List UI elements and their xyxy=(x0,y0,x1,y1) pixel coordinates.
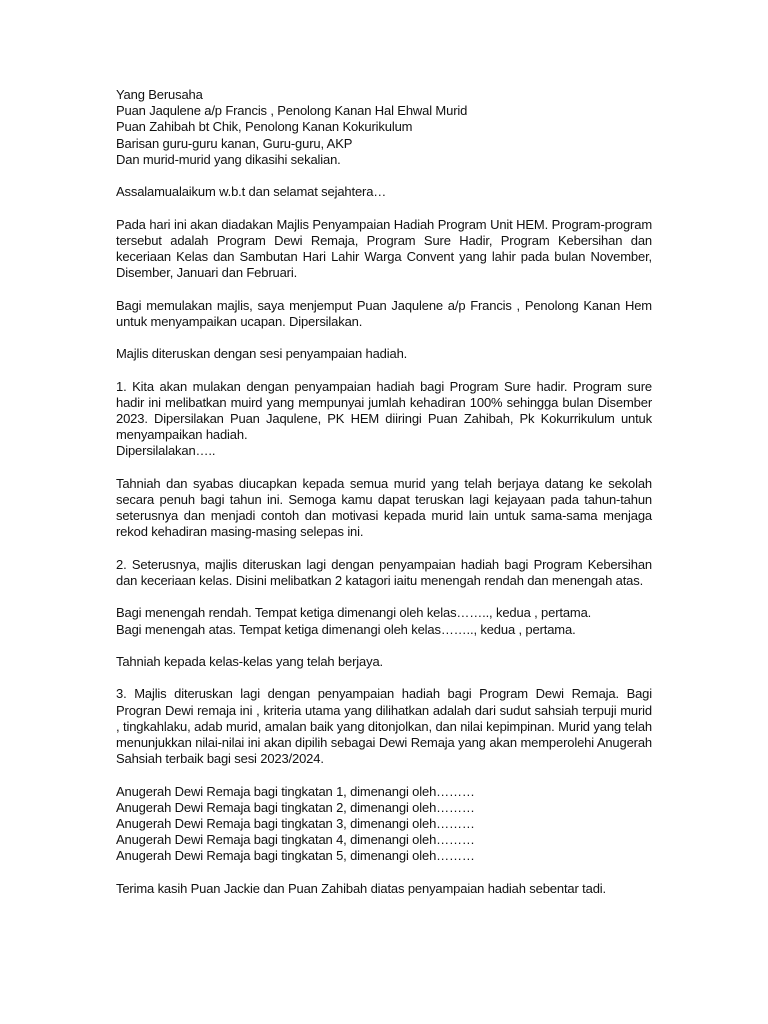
paragraph-gap xyxy=(116,281,652,297)
intro-paragraph: Pada hari ini akan diadakan Majlis Penyampaian Hadiah Program Unit HEM. Program-program tersebut adalah Program Dewi Remaja, Program Sure Hadir, Program Kebersihan dan keceriaan Kelas dan Sambutan Hari Lahir Warga Convent yang lahir pada bulan November, Disember, Januari dan Februari. xyxy=(116,216,652,281)
paragraph-gap xyxy=(116,767,652,783)
closing-paragraph: Terima kasih Puan Jackie dan Puan Zahibah diatas penyampaian hadiah sebentar tadi. xyxy=(116,880,606,896)
award-line: Anugerah Dewi Remaja bagi tingkatan 2, dimenangi oleh……… xyxy=(116,799,475,815)
paragraph-gap xyxy=(116,670,652,686)
salutation-line: Puan Zahibah bt Chik, Penolong Kanan Kokurikulum xyxy=(116,119,413,135)
category-line: Bagi menengah rendah. Tempat ketiga dimenangi oleh kelas…….., kedua , pertama. xyxy=(116,605,592,621)
paragraph-gap xyxy=(116,865,652,881)
salutation-line: Yang Berusaha xyxy=(116,87,203,102)
salutation-line: Barisan guru-guru kanan, Guru-guru, AKP xyxy=(116,135,353,151)
paragraph-gap xyxy=(116,460,652,476)
paragraph-gap xyxy=(116,638,652,654)
award-line: Anugerah Dewi Remaja bagi tingkatan 5, dimenangi oleh……… xyxy=(116,848,475,864)
continue-paragraph: Majlis diteruskan dengan sesi penyampaian hadiah. xyxy=(116,346,408,362)
paragraph-gap xyxy=(116,200,652,216)
paragraph-gap xyxy=(116,541,652,557)
congrats2-paragraph: Tahniah kepada kelas-kelas yang telah berjaya. xyxy=(116,653,384,669)
salutation-line: Puan Jaqulene a/p Francis , Penolong Kanan Hal Ehwal Murid xyxy=(116,103,468,119)
opening-paragraph: Bagi memulakan majlis, saya menjemput Puan Jaqulene a/p Francis , Penolong Kanan Hem untuk menyampaikan ucapan. Dipersilakan. xyxy=(116,297,652,329)
award-line: Anugerah Dewi Remaja bagi tingkatan 4, dimenangi oleh……… xyxy=(116,832,475,848)
salutation-line: Dan murid-murid yang dikasihi sekalian. xyxy=(116,151,341,167)
congrats1-paragraph: Tahniah dan syabas diucapkan kepada semua murid yang telah berjaya datang ke sekolah secara penuh bagi tahun ini. Semoga kamu dapat teruskan lagi kejayaan pada tahun-tahun seterusnya dan menjadi contoh dan motivasi kepada murid lain untuk sama-sama menjaga rekod kehadiran masing-masing selepas ini. xyxy=(116,475,652,540)
award-line: Anugerah Dewi Remaja bagi tingkatan 1, dimenangi oleh……… xyxy=(116,783,475,799)
paragraph-gap xyxy=(116,330,652,346)
paragraph-gap xyxy=(116,589,652,605)
section2-paragraph: 2. Seterusnya, majlis diteruskan lagi dengan penyampaian hadiah bagi Program Kebersihan dan keceriaan kelas. Disini melibatkan 2 katagori iaitu menengah rendah dan menengah atas. xyxy=(116,556,652,588)
section3-paragraph: 3. Majlis diteruskan lagi dengan penyampaian hadiah bagi Program Dewi Remaja. Bagi Progran Dewi remaja ini , kriteria utama yang dilihatkan adalah dari sudut sahsiah terpuji murid , tingkahlaku, adab murid, amalan baik yang ditonjolkan, dan nilai kepimpinan. Murid yang telah menunjukkan nilai-nilai ini akan dipilih sebagai Dewi Remaja yang akan memperolehi Anugerah Sahsiah terbaik bagi sesi 2023/2024. xyxy=(116,686,652,767)
document-body xyxy=(116,87,652,897)
paragraph-gap xyxy=(116,362,652,378)
paragraph-gap xyxy=(116,168,652,184)
section1-invite: Dipersilalakan….. xyxy=(116,443,216,459)
award-line: Anugerah Dewi Remaja bagi tingkatan 3, dimenangi oleh……… xyxy=(116,815,475,831)
category-line: Bagi menengah atas. Tempat ketiga dimenangi oleh kelas…….., kedua , pertama. xyxy=(116,621,576,637)
greeting-paragraph: Assalamualaikum w.b.t dan selamat sejahtera… xyxy=(116,184,387,200)
section1-paragraph: 1. Kita akan mulakan dengan penyampaian hadiah bagi Program Sure hadir. Program sure hadir ini melibatkan muird yang mempunyai jumlah kehadiran 100% sehingga bulan Disember 2023. Dipersilakan Puan Jaqulene, PK HEM diiringi Puan Zahibah, Pk Kokurrikulum untuk menyampaikan hadiah. xyxy=(116,378,652,443)
